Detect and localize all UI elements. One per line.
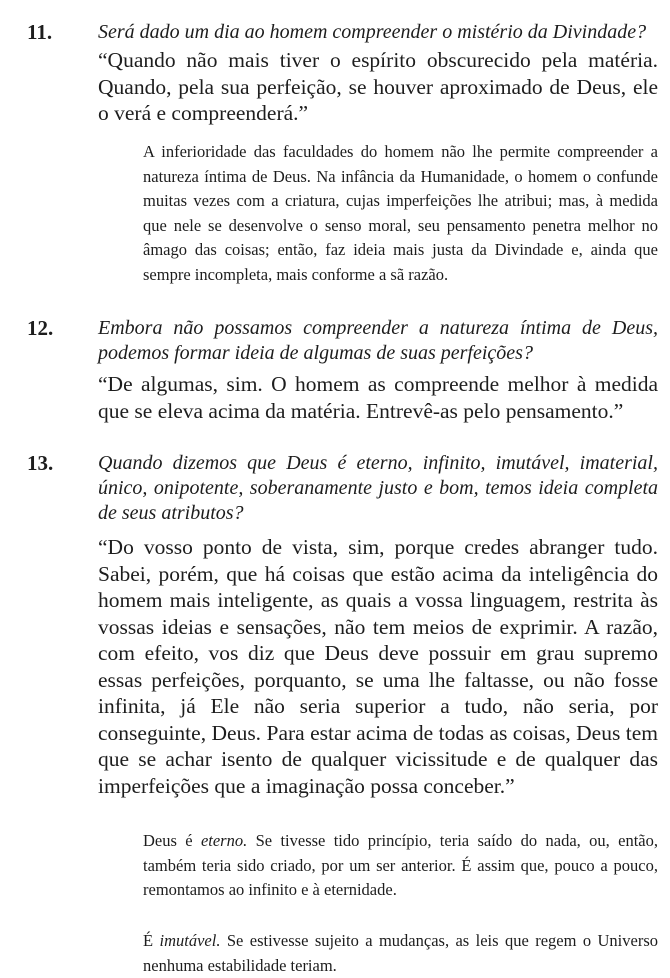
attribute-term: imutável. (159, 931, 221, 950)
question-number: 11. (27, 20, 53, 44)
answer-text: “De algumas, sim. O homem as compreende melhor à medida que se eleva acima da matéria. Entrevê-as pelo pensamento.” (98, 372, 658, 423)
commentary-text: A inferioridade das faculdades do homem não lhe permite compreender a natureza íntima de Deus. Na infância da Humanidade, o homem o confunde muitas vezes com a criatura, cujas imperfeições lhe atribui; mas, à medida que nele se desenvolve o senso moral, seu pensamento penetra melhor no âmago das coisas; então, faz ideia mais justa da Divindade e, ainda que sempre incompleta, mais conforme a sã razão. (143, 142, 658, 284)
commentary-rest: Se estivesse sujeito a mudanças, as leis que regem o Universo nenhuma estabilidade teriam. (143, 931, 658, 975)
attribute-term: eterno. (200, 831, 248, 850)
commentary-lead: É (143, 931, 160, 950)
question-number: 13. (27, 451, 54, 475)
commentary-imutavel (143, 929, 658, 978)
answer-text: “Do vosso ponto de vista, sim, porque credes abranger tudo. Sabei, porém, que há coisas que estão acima da inteligência do homem mais inteligente, as quais a vossa linguagem, restrita às vossas ideias e sensações, não tem meios de exprimir. A razão, com efeito, vos diz que Deus deve possuir em grau supremo essas perfeições, porquanto, se uma lhe faltasse, ou não fosse infinita, já Ele não seria superior a tudo, não seria, por conseguinte, Deus. Para estar acima de todas as coisas, Deus tem que se achar isento de qualquer vicissitude e de qualquer das imperfeições que a imaginação possa conceber.” (98, 535, 658, 798)
question-text: Embora não possamos compreender a natureza íntima de Deus, podemos formar ideia de algumas de suas perfeições? (98, 317, 658, 364)
question-number: 12. (27, 316, 54, 340)
question-text: Quando dizemos que Deus é eterno, infinito, imutável, imaterial, único, onipotente, soberanamente justo e bom, temos ideia completa de seus atributos? (98, 452, 658, 524)
commentary-lead: Deus é (143, 831, 201, 850)
commentary-eterno (143, 829, 658, 903)
answer-text: “Quando não mais tiver o espírito obscurecido pela matéria. Quando, pela sua perfeição, se houver aproximado de Deus, ele o verá e compreenderá.” (98, 48, 658, 125)
question-text: Será dado um dia ao homem compreender o mistério da Divindade? (98, 21, 647, 43)
commentary-rest: Se tivesse tido princípio, teria saído do nada, ou, então, também teria sido criado, por um ser anterior. É assim que, pouco a pouco, remontamos ao infinito e à eternidade. (143, 831, 658, 899)
